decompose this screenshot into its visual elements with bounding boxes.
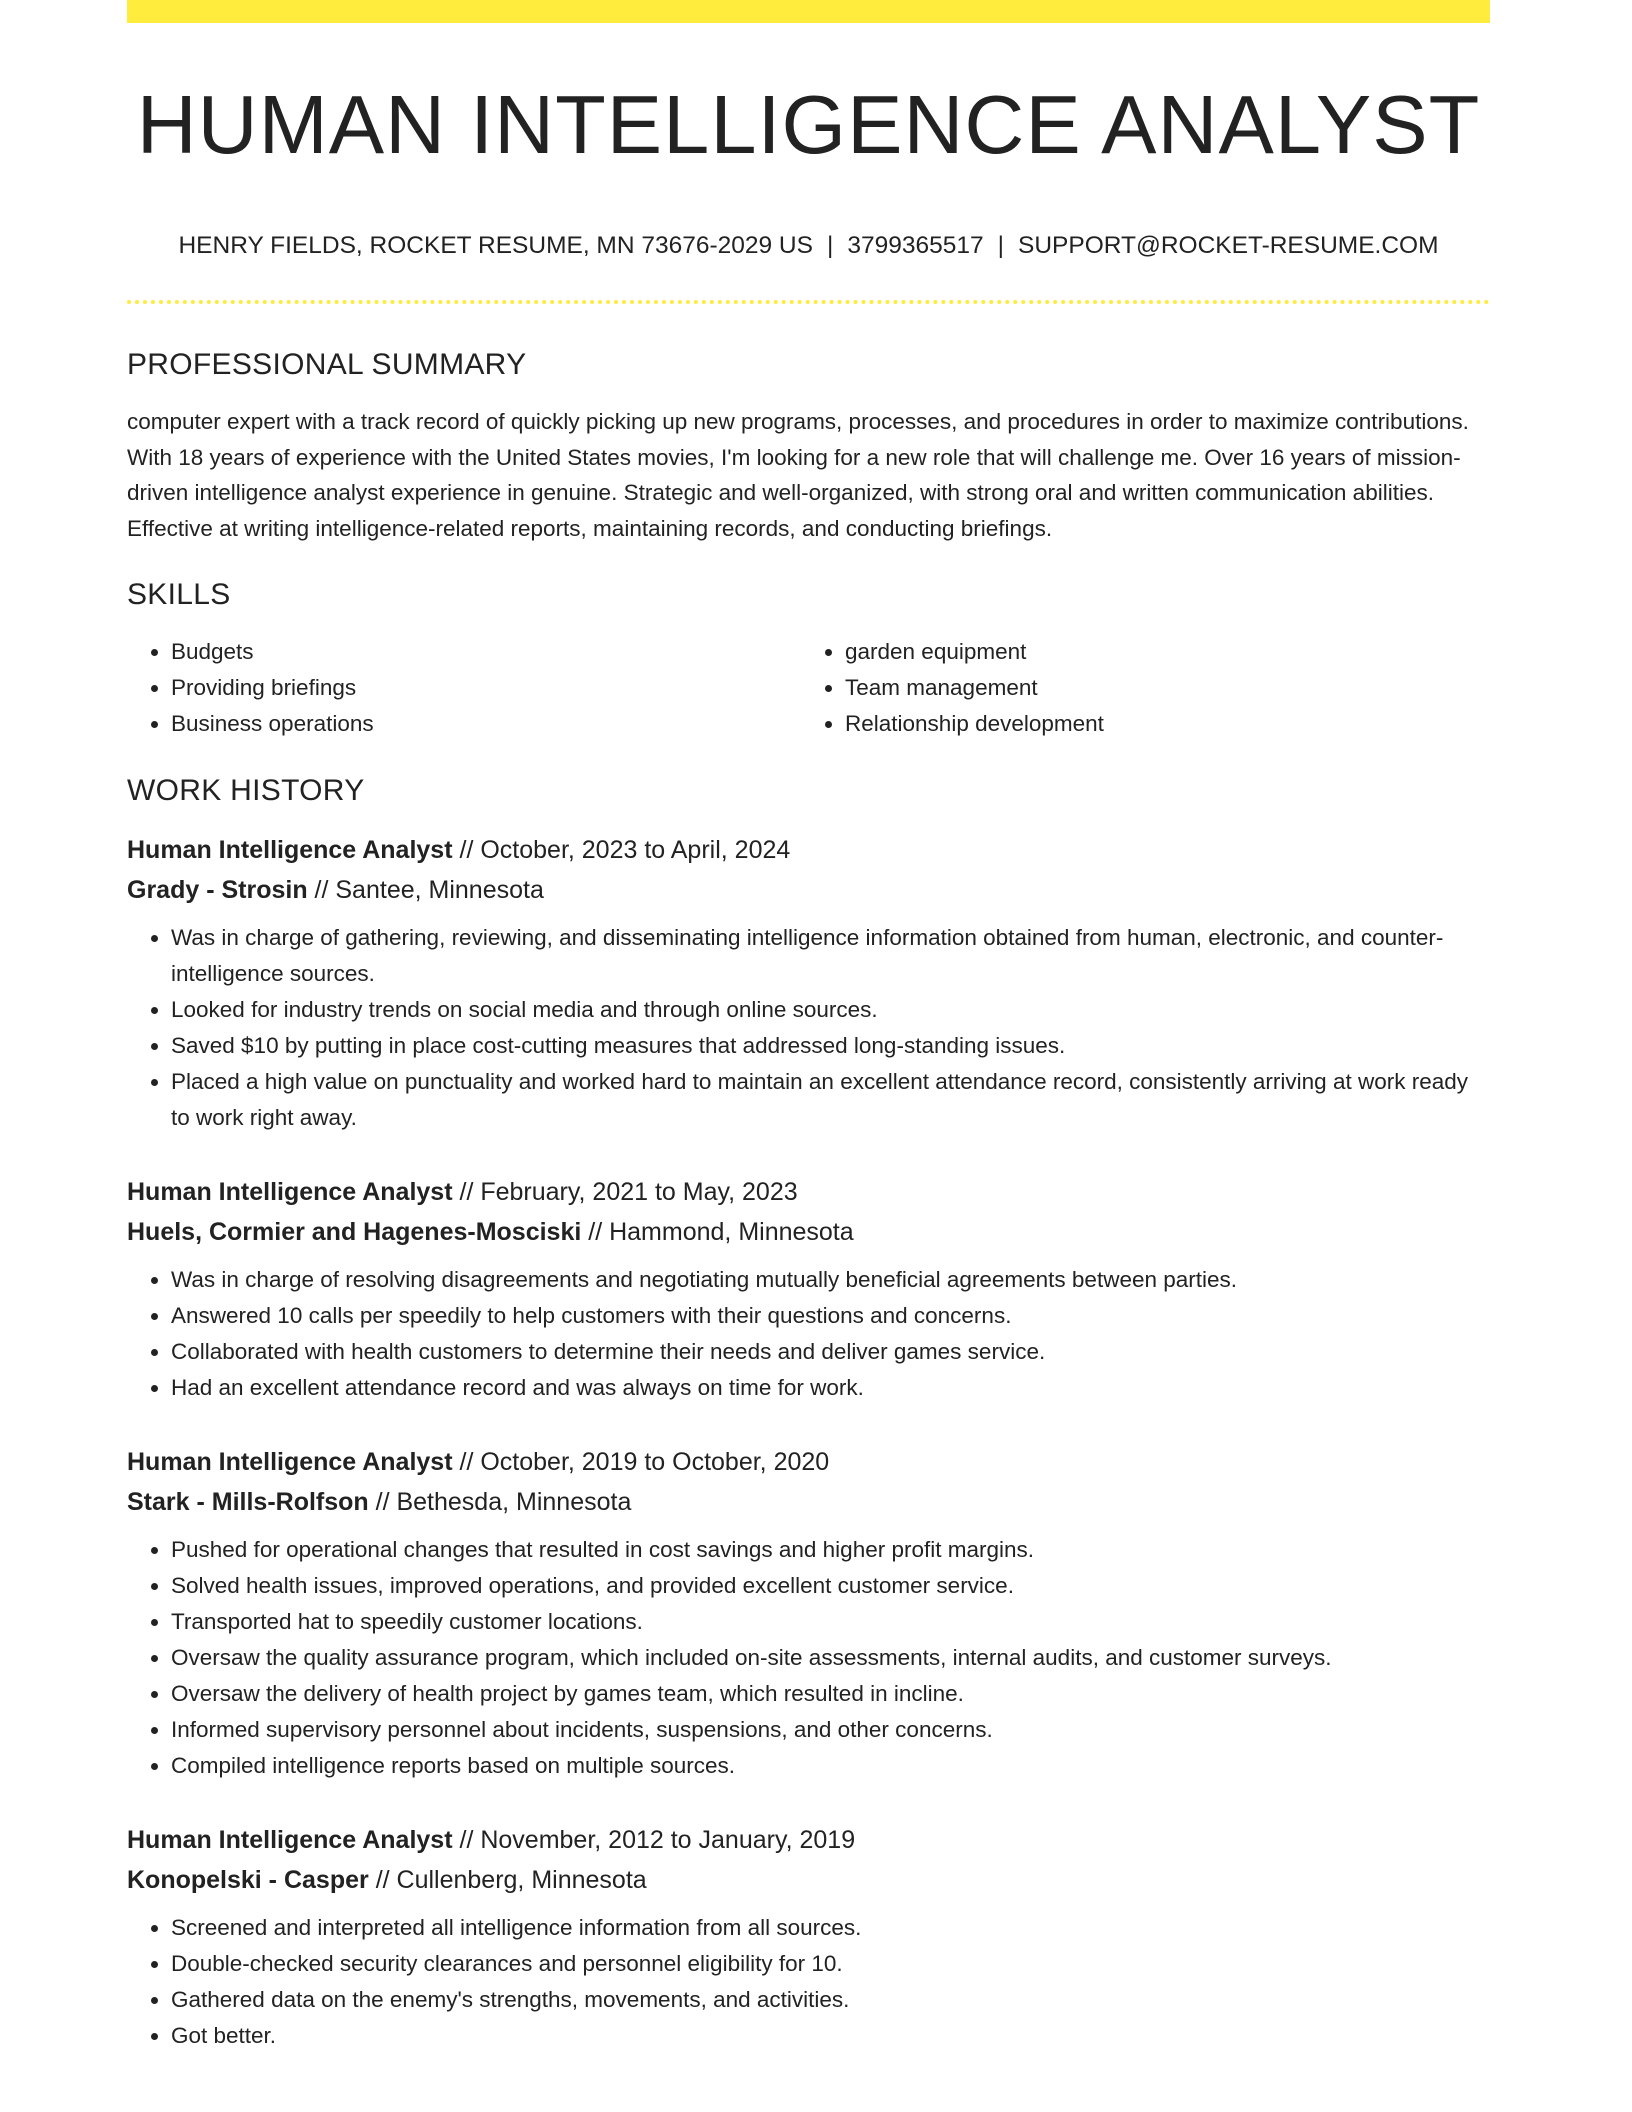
contact-line bbox=[127, 232, 1490, 260]
contact-address: HENRY FIELDS, ROCKET RESUME, MN 73676-2029 US bbox=[178, 232, 813, 259]
job-bullet: • Collaborated with health customers to determine their needs and deliver games service. bbox=[171, 1334, 1490, 1370]
skill-item: • Providing briefings bbox=[171, 670, 801, 706]
job-title-line bbox=[127, 1820, 1490, 1860]
skills-heading: SKILLS bbox=[127, 578, 231, 611]
contact-separator: | bbox=[826, 232, 834, 259]
job-dates: // October, 2023 to April, 2024 bbox=[459, 836, 791, 864]
skill-item: • garden equipment bbox=[845, 634, 1475, 670]
summary-text: computer expert with a track record of quickly picking up new programs, processes, and procedures in order to maximize contributions. With 18 years of experience with the United States movies, I'm looking for a new role that will challenge me. Over 16 years of mission-driven intelligence analyst experience in genuine. Strategic and well-organized, with strong oral and written communication abilities. Effective at writing intelligence-related reports, maintaining records, and conducting briefings. bbox=[127, 409, 1469, 541]
contact-email: SUPPORT@ROCKET-RESUME.COM bbox=[1017, 232, 1439, 259]
job-bullets bbox=[127, 1910, 1490, 2054]
summary-heading: PROFESSIONAL SUMMARY bbox=[127, 348, 527, 381]
accent-top-bar bbox=[127, 0, 1490, 23]
job-bullet: • Got better. bbox=[171, 2018, 1490, 2054]
job-bullet: • Solved health issues, improved operations, and provided excellent customer service. bbox=[171, 1568, 1490, 1604]
job-title: Human Intelligence Analyst bbox=[127, 836, 453, 864]
job-dates: // October, 2019 to October, 2020 bbox=[459, 1448, 830, 1476]
contact-phone: 3799365517 bbox=[847, 232, 984, 259]
job-dates: // February, 2021 to May, 2023 bbox=[459, 1178, 798, 1206]
job-location: // Bethesda, Minnesota bbox=[375, 1488, 632, 1516]
job-location: // Santee, Minnesota bbox=[314, 876, 544, 904]
job-bullet: • Saved $10 by putting in place cost-cutting measures that addressed long-standing issues. bbox=[171, 1028, 1490, 1064]
job-bullet: • Looked for industry trends on social media and through online sources. bbox=[171, 992, 1490, 1028]
job-title-line bbox=[127, 830, 1490, 870]
resume-title: HUMAN INTELLIGENCE ANALYST bbox=[136, 78, 1481, 171]
job-bullets bbox=[127, 1262, 1490, 1406]
job-company-line bbox=[127, 870, 1490, 910]
job-title-line bbox=[127, 1442, 1490, 1482]
job-company: Stark - Mills-Rolfson bbox=[127, 1488, 369, 1516]
job-company-line bbox=[127, 1860, 1490, 1900]
job-title-line bbox=[127, 1172, 1490, 1212]
work-history-heading: WORK HISTORY bbox=[127, 774, 365, 807]
job-bullet: • Was in charge of gathering, reviewing, and disseminating intelligence information obtained from human, electronic, and counter-intelligence sources. bbox=[171, 920, 1490, 992]
job-bullet: • Placed a high value on punctuality and worked hard to maintain an excellent attendance record, consistently arriving at work ready to work right away. bbox=[171, 1064, 1490, 1136]
skill-item: • Relationship development bbox=[845, 706, 1475, 742]
dotted-divider bbox=[127, 300, 1490, 304]
job-company-line bbox=[127, 1482, 1490, 1522]
job-entry bbox=[127, 1172, 1490, 1406]
job-bullet: • Oversaw the delivery of health project by games team, which resulted in incline. bbox=[171, 1676, 1490, 1712]
job-bullet: • Was in charge of resolving disagreements and negotiating mutually beneficial agreements between parties. bbox=[171, 1262, 1490, 1298]
job-bullet: • Answered 10 calls per speedily to help customers with their questions and concerns. bbox=[171, 1298, 1490, 1334]
job-bullet: • Pushed for operational changes that resulted in cost savings and higher profit margins. bbox=[171, 1532, 1490, 1568]
job-bullet: • Double-checked security clearances and personnel eligibility for 10. bbox=[171, 1946, 1490, 1982]
job-company-line bbox=[127, 1212, 1490, 1252]
job-company: Grady - Strosin bbox=[127, 876, 308, 904]
contact-separator: | bbox=[997, 232, 1004, 259]
skills-list bbox=[127, 634, 1490, 742]
job-bullets bbox=[127, 1532, 1490, 1784]
job-company: Konopelski - Casper bbox=[127, 1866, 369, 1894]
job-bullets bbox=[127, 920, 1490, 1136]
skill-item: • Business operations bbox=[171, 706, 801, 742]
skills-column-right bbox=[801, 634, 1475, 742]
skills-column-left bbox=[127, 634, 801, 742]
job-bullet: • Screened and interpreted all intelligence information from all sources. bbox=[171, 1910, 1490, 1946]
job-bullet: • Gathered data on the enemy's strengths, movements, and activities. bbox=[171, 1982, 1490, 2018]
job-entry bbox=[127, 1820, 1490, 2054]
job-dates: // November, 2012 to January, 2019 bbox=[459, 1826, 856, 1854]
job-entry bbox=[127, 1442, 1490, 1784]
job-bullet: • Oversaw the quality assurance program, which included on-site assessments, internal audits, and customer surveys. bbox=[171, 1640, 1490, 1676]
resume-page bbox=[127, 0, 1490, 2054]
skill-item: • Budgets bbox=[171, 634, 801, 670]
job-title: Human Intelligence Analyst bbox=[127, 1826, 453, 1854]
job-title: Human Intelligence Analyst bbox=[127, 1178, 453, 1206]
job-title: Human Intelligence Analyst bbox=[127, 1448, 453, 1476]
job-bullet: • Had an excellent attendance record and was always on time for work. bbox=[171, 1370, 1490, 1406]
skill-item: • Team management bbox=[845, 670, 1475, 706]
job-bullet: • Compiled intelligence reports based on multiple sources. bbox=[171, 1748, 1490, 1784]
job-company: Huels, Cormier and Hagenes-Mosciski bbox=[127, 1218, 582, 1246]
job-entry bbox=[127, 830, 1490, 1136]
job-bullet: • Transported hat to speedily customer locations. bbox=[171, 1604, 1490, 1640]
job-location: // Hammond, Minnesota bbox=[588, 1218, 854, 1246]
job-location: // Cullenberg, Minnesota bbox=[375, 1866, 647, 1894]
job-bullet: • Informed supervisory personnel about incidents, suspensions, and other concerns. bbox=[171, 1712, 1490, 1748]
